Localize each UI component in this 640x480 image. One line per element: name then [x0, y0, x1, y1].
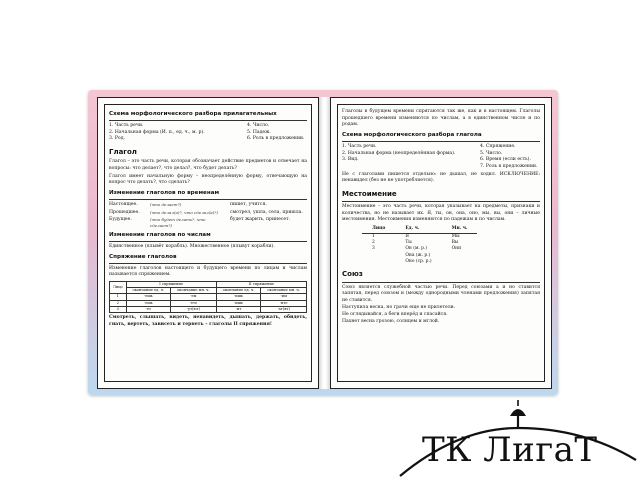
- table-header: Ед. ч.: [395, 226, 441, 233]
- table-cell: Ты: [405, 239, 412, 245]
- divider: [342, 282, 540, 283]
- conjugation-text: Изменение глаголов настоящего и будущего времени по лицам и числам называется спряжением.: [109, 265, 307, 278]
- table-cell: Они: [451, 246, 462, 252]
- conjugation-heading: Спряжение глаголов: [109, 253, 177, 260]
- table-cell: -ет: [126, 306, 171, 312]
- adjective-morph-list: [109, 123, 307, 143]
- table-row: [110, 306, 307, 312]
- conjunction-text: Союз является служебной частью речи. Перед союзами а и но ставится запятая, перед союзом и (между однородными членами предложения) запятая не ставится.: [342, 284, 540, 303]
- tense-example: пишет, учится.: [230, 201, 267, 207]
- table-cell: -ат(ят): [261, 306, 307, 312]
- table-cell: -ешь: [126, 294, 171, 300]
- table-header: I спряжение: [126, 282, 216, 288]
- conjunction-heading: Союз: [342, 270, 363, 279]
- table-cell: Он (м. р.) Она (ж. р.) Оно (ср. р.): [405, 246, 432, 264]
- logo-text: ТК ЛигаТ: [422, 430, 598, 470]
- list-item: 1. Часть речи.: [342, 144, 377, 150]
- divider: [109, 241, 307, 242]
- tense-name: Прошедшее.: [109, 209, 140, 215]
- table-cell: 2: [110, 300, 127, 306]
- table-cell: -ете: [171, 300, 217, 306]
- table-row: [362, 233, 477, 240]
- tense-heading: Изменение глаголов по временам: [109, 189, 220, 196]
- list-item: 6. Роль в предложении.: [247, 136, 305, 142]
- table-cell: -ишь: [216, 294, 261, 300]
- verb-definition: Глагол – это часть речи, которая обозначает действие предметов и отвечает на вопросы: что делает?, что делал?, что будет делать?: [109, 159, 307, 171]
- list-item: 2. Начальная форма (И. п., ед. ч., м. р).: [109, 129, 205, 135]
- divider: [342, 141, 540, 142]
- table-cell: -ит: [216, 306, 261, 312]
- list-item: 2. Начальная форма (неопределённая форма).: [342, 150, 456, 156]
- list-column-right: [480, 144, 540, 171]
- table-cell: -ешь: [126, 300, 171, 306]
- tense-row: [109, 202, 307, 209]
- tense-question: (что делает?): [150, 201, 182, 207]
- list-item: 7. Роль в предложении.: [480, 164, 538, 170]
- list-item: 3. Вид.: [342, 157, 359, 163]
- number-heading: Изменение глаголов по числам: [109, 231, 211, 238]
- list-item: 5. Падеж.: [247, 129, 271, 135]
- tense-question: (что делал(а)?, что сделал(а)?): [150, 209, 218, 215]
- divider: [109, 199, 307, 200]
- list-item: 4. Число.: [247, 123, 270, 129]
- table-header: Лицо: [362, 226, 395, 233]
- table-header: Лицо: [110, 282, 127, 294]
- list-column-right: [247, 123, 307, 143]
- verb-heading: Глагол: [109, 148, 137, 157]
- book-spine: [319, 97, 330, 389]
- left-page: [97, 97, 319, 389]
- table-cell: Вы: [451, 239, 459, 245]
- adjective-morph-title: Схема морфологического разбора прилагательных: [109, 111, 277, 117]
- verb-morph-title: Схема морфологического разбора глагола: [342, 131, 482, 138]
- verb-definition-initial-form: Глагол имеет начальную форму – неопределённую форму, отвечающую на вопрос что делать?, что сделать?: [109, 173, 307, 186]
- tense-example: будет жарить, принесет.: [230, 217, 291, 223]
- tense-name: Настоящее.: [109, 201, 138, 207]
- divider: [342, 201, 540, 202]
- pronoun-table: [362, 226, 477, 265]
- table-cell: -им: [261, 294, 307, 300]
- table-header: Мн. ч.: [442, 226, 478, 233]
- conjugation-table: [109, 281, 307, 313]
- list-item: 3. Род.: [109, 136, 125, 142]
- table-cell: 3: [110, 306, 127, 312]
- tense-name: Будущее.: [109, 217, 132, 223]
- table-subheader: окончание ед. ч.: [216, 288, 261, 294]
- right-page: [330, 97, 552, 389]
- table-cell: -ишь: [216, 300, 261, 306]
- verb-tense-intro: Глаголы в будущем времени спрягаются так же, как и в настоящем. Глаголы прошедшего времени изменяются по числам, а в единственном числе и по родам.: [342, 109, 540, 128]
- table-cell: -ут(ют): [171, 306, 217, 312]
- list-item: 4. Спряжение.: [480, 144, 516, 150]
- table-subheader: окончание мн. ч.: [261, 288, 307, 294]
- list-item: 1. Часть речи.: [109, 123, 144, 129]
- table-cell: 1: [372, 233, 375, 239]
- divider: [109, 120, 307, 121]
- table-header: II спряжение: [216, 282, 306, 288]
- table-subheader: окончание мн. ч.: [171, 288, 217, 294]
- table-row: [362, 246, 477, 265]
- table-cell: -ем: [171, 294, 217, 300]
- list-column-left: [342, 144, 476, 171]
- tense-example: смотрел, ушла, села, пришла.: [230, 209, 303, 215]
- conjugation-exceptions-note: Смотреть, слышать, видеть, ненавидеть, дышать, держать, обидеть, гнать, вертеть, зависеть и терпеть – глаголы II спряжения!: [109, 315, 307, 327]
- pronoun-definition: Местоимение – это часть речи, которая указывает на предметы, признаки и количества, но не называет их. Я, ты, он, она, оно, мы, вы, они – личные местоимения. Местоимения изменяются по падежам и по числам.: [342, 204, 540, 223]
- pronoun-heading: Местоимение: [342, 190, 397, 199]
- right-page-frame: [337, 104, 545, 382]
- ne-spelling-rule: Не с глаголами пишется отдельно: не дышал, не ходил. ИСКЛЮЧЕНИЕ: ненавидел (без не не употребляется).: [342, 171, 540, 184]
- list-item: Не оглядывайся, а беги вперёд и спасайся.: [342, 312, 448, 318]
- list-item: 6. Время (если есть).: [480, 157, 531, 163]
- list-column-left: [109, 123, 243, 143]
- verb-morph-list: [342, 144, 540, 171]
- tense-row: [109, 210, 307, 217]
- tense-question: (что будет делать?, что сделает?): [150, 217, 206, 229]
- table-subheader: окончание ед. ч.: [126, 288, 171, 294]
- tense-row: [109, 217, 307, 229]
- list-item: 5. Число.: [480, 150, 503, 156]
- table-cell: 3: [372, 246, 375, 252]
- table-cell: Мы: [451, 233, 460, 239]
- table-cell: 1: [110, 294, 127, 300]
- divider: [109, 263, 307, 264]
- number-text: Единственное (плывёт корабль). Множественное (плывут корабли).: [109, 243, 275, 249]
- table-cell: -ите: [261, 300, 307, 306]
- table-cell: Я: [405, 233, 409, 239]
- left-page-frame: [104, 104, 312, 382]
- list-item: Пахнет весна грозою, солнцем и мглой.: [342, 318, 440, 324]
- table-cell: 2: [372, 239, 375, 245]
- list-item: Наступила весна, но грачи еще не прилетели.: [342, 305, 456, 311]
